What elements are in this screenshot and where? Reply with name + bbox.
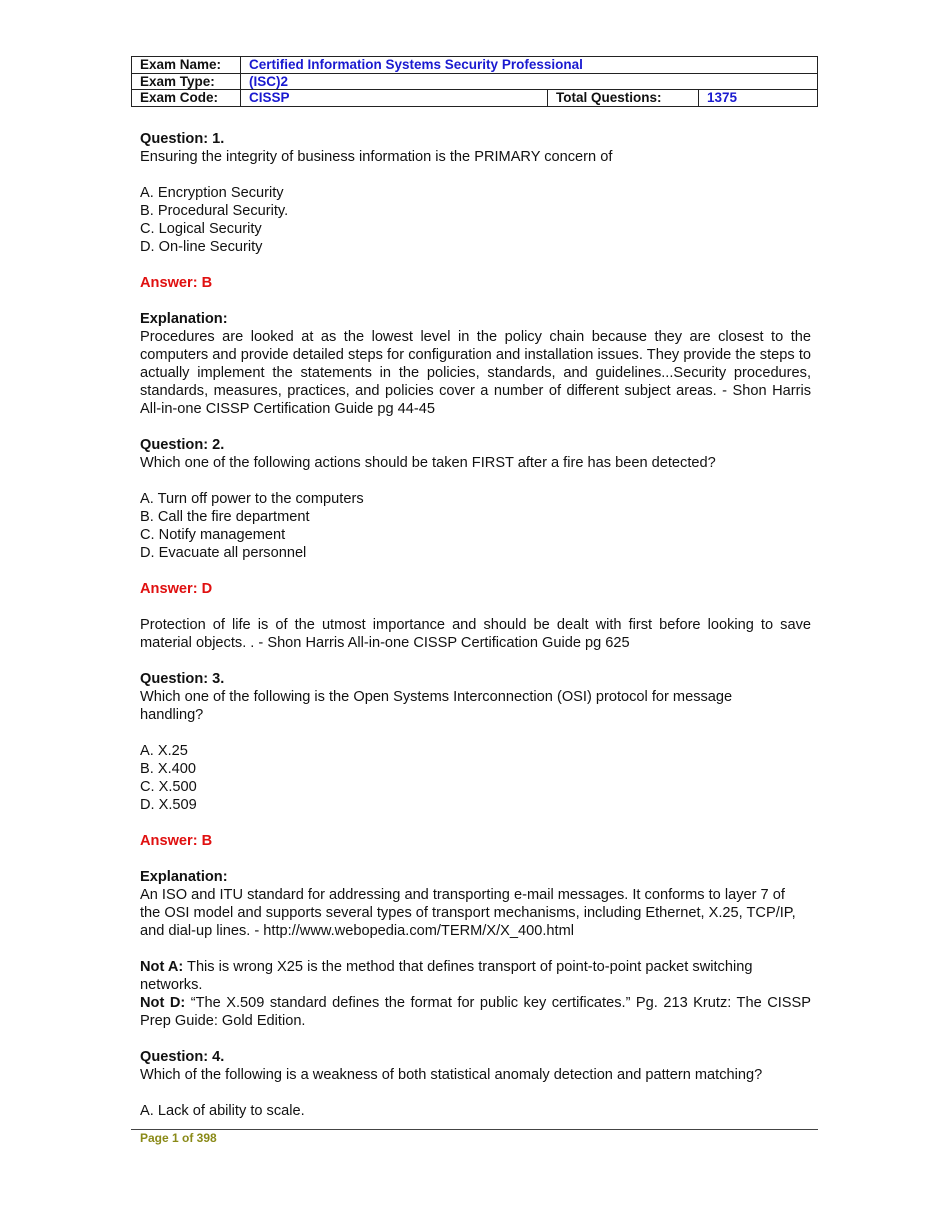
explanation-text: Procedures are looked at as the lowest level in the policy chain because they are closest to the computers and provide detailed steps for configuration and installation issues. They provide the steps to actually implement the statements in the policies, standards, and guidelines...Security procedures, standards, measures, practices, and policies cover a number of different subject areas. - Shon Harris All-in-one CISSP Certification Guide pg 44-45 bbox=[140, 329, 811, 417]
question-title: Question: 1. bbox=[140, 131, 225, 147]
option: C. Logical Security bbox=[140, 221, 262, 237]
question-title: Question: 2. bbox=[140, 437, 225, 453]
exam-header-table bbox=[131, 56, 818, 107]
question-text: Which of the following is a weakness of both statistical anomaly detection and pattern matching? bbox=[140, 1067, 763, 1083]
question-text: Ensuring the integrity of business information is the PRIMARY concern of bbox=[140, 149, 613, 165]
option: D. X.509 bbox=[140, 797, 197, 813]
options-list bbox=[140, 1102, 811, 1120]
explanation-text: Protection of life is of the utmost importance and should be dealt with first before looking to save material objects. . - Shon Harris All-in-one CISSP Certification Guide pg 625 bbox=[140, 617, 811, 651]
total-questions-label: Total Questions: bbox=[548, 90, 699, 107]
option: C. X.500 bbox=[140, 779, 197, 795]
page-number: Page 1 of 398 bbox=[140, 1131, 217, 1145]
not-a-text: This is wrong X25 is the method that defines transport of point-to-point packet switching networks. bbox=[140, 959, 753, 993]
options-list bbox=[140, 490, 811, 562]
exam-code: CISSP bbox=[241, 90, 548, 107]
footer-divider bbox=[131, 1129, 818, 1130]
question-text: Which one of the following actions should be taken FIRST after a fire has been detected? bbox=[140, 455, 716, 471]
exam-name-label: Exam Name: bbox=[132, 57, 241, 74]
option: A. Encryption Security bbox=[140, 185, 284, 201]
option: B. Procedural Security. bbox=[140, 203, 289, 219]
question-title: Question: 4. bbox=[140, 1049, 225, 1065]
question-text: Which one of the following is the Open Systems Interconnection (OSI) protocol for message handling? bbox=[140, 689, 733, 723]
options-list bbox=[140, 184, 811, 256]
exam-name: Certified Information Systems Security Professional bbox=[241, 57, 818, 74]
option: D. Evacuate all personnel bbox=[140, 545, 307, 561]
answer: Answer: D bbox=[140, 581, 213, 597]
option: A. Lack of ability to scale. bbox=[140, 1103, 305, 1119]
explanation-label: Explanation: bbox=[140, 311, 228, 327]
option: B. Call the fire department bbox=[140, 509, 310, 525]
options-list bbox=[140, 742, 811, 814]
option: D. On-line Security bbox=[140, 239, 263, 255]
exam-code-label: Exam Code: bbox=[132, 90, 241, 107]
question-title: Question: 3. bbox=[140, 671, 225, 687]
not-a-label: Not A: bbox=[140, 959, 184, 975]
explanation-text: An ISO and ITU standard for addressing and transporting e-mail messages. It conforms to layer 7 of the OSI model and supports several types of transport mechanisms, including Ethernet, X.25, TCP/IP, and dial-up lines. - http://www.webopedia.com/TERM/X/X_400.html bbox=[140, 887, 796, 939]
total-questions: 1375 bbox=[699, 90, 818, 107]
option: B. X.400 bbox=[140, 761, 196, 777]
option: A. Turn off power to the computers bbox=[140, 491, 364, 507]
option: C. Notify management bbox=[140, 527, 286, 543]
not-d-label: Not D: bbox=[140, 995, 186, 1011]
document-body bbox=[140, 130, 811, 1138]
explanation-label: Explanation: bbox=[140, 869, 228, 885]
option: A. X.25 bbox=[140, 743, 188, 759]
exam-type: (ISC)2 bbox=[241, 73, 818, 90]
answer: Answer: B bbox=[140, 275, 213, 291]
exam-type-label: Exam Type: bbox=[132, 73, 241, 90]
answer: Answer: B bbox=[140, 833, 213, 849]
not-d-text: “The X.509 standard defines the format for public key certificates.” Pg. 213 Krutz: The CISSP Prep Guide: Gold Edition. bbox=[140, 995, 811, 1029]
